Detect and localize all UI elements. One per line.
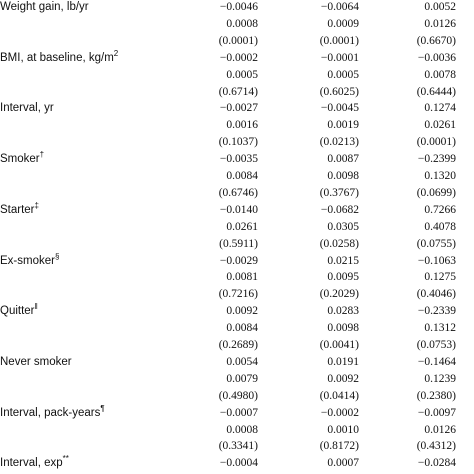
table-cell: 0.0084 (226, 170, 258, 182)
table-cell: (0.3341) (218, 440, 258, 453)
table-cell: (0.3767) (319, 186, 359, 199)
table-row (0, 117, 474, 133)
table-cell: 0.0305 (327, 220, 359, 233)
table-cell: −0.0097 (417, 406, 456, 419)
footnote-marker: 2 (113, 48, 119, 58)
table-cell: (0.4980) (218, 389, 258, 402)
table-cell: (0.4312) (416, 440, 456, 453)
table-row (0, 202, 474, 218)
table-row (0, 422, 474, 438)
table-cell: −0.2339 (417, 305, 456, 318)
table-cell: 0.0005 (327, 68, 359, 81)
table-cell: 0.0007 (327, 457, 359, 470)
footnote-marker: § (54, 251, 60, 261)
row-label (0, 202, 39, 218)
table-cell: 0.1312 (424, 322, 456, 335)
table-row (0, 388, 474, 404)
row-label-text: Smoker (0, 153, 40, 166)
table-row (0, 253, 474, 269)
table-cell: −0.0284 (417, 457, 456, 470)
table-cell: −0.0002 (219, 51, 258, 64)
table-row (0, 286, 474, 302)
footnote-marker: † (39, 150, 45, 160)
table-cell: (0.7216) (218, 288, 258, 301)
table-cell: 0.0019 (327, 119, 359, 132)
table-cell: −0.0036 (417, 51, 456, 64)
table-cell: 0.0054 (226, 355, 258, 368)
table-row (0, 151, 474, 167)
table-cell: 0.0261 (424, 119, 456, 132)
table-row (0, 50, 474, 66)
table-cell: (0.0755) (416, 237, 456, 250)
table-cell: (0.6714) (218, 85, 258, 98)
footnote-marker: ‡ (34, 200, 39, 210)
row-label-text: Ex-smoker (0, 254, 55, 267)
table-cell: (0.6444) (416, 85, 456, 98)
table-row (0, 405, 474, 421)
row-label (0, 455, 69, 471)
row-label (0, 253, 59, 269)
table-cell: −0.0682 (320, 203, 359, 216)
table-cell: (0.2689) (218, 339, 258, 351)
table-cell: −0.0027 (219, 102, 258, 115)
table-cell: 0.4078 (424, 220, 456, 233)
table-row (0, 219, 474, 235)
table-row (0, 84, 474, 100)
table-row (0, 337, 474, 353)
table-cell: (0.1037) (218, 136, 258, 149)
table-cell: 0.0261 (226, 220, 258, 233)
table-cell: 0.0008 (226, 423, 258, 436)
table-cell: 0.0009 (327, 17, 359, 30)
table-row (0, 354, 474, 370)
table-row (0, 67, 474, 83)
table-cell: −0.0140 (219, 203, 258, 216)
table-cell: 0.0010 (327, 423, 359, 436)
table-cell: (0.6670) (416, 34, 456, 47)
table-cell: 0.7266 (424, 203, 456, 216)
table-cell: 0.0098 (327, 322, 359, 335)
table-cell: (0.4046) (416, 288, 456, 301)
table-cell: 0.1274 (424, 102, 456, 115)
table-row (0, 185, 474, 201)
table-cell: (0.0258) (319, 237, 359, 250)
table-cell: 0.0126 (424, 17, 456, 30)
table-cell: 0.0092 (226, 305, 258, 318)
row-label (0, 151, 44, 167)
row-label (0, 0, 89, 15)
row-label-text: Starter (0, 203, 35, 216)
table-cell: −0.2399 (417, 153, 456, 166)
table-cell: (0.0699) (416, 186, 456, 199)
table-cell: 0.0008 (226, 17, 258, 30)
table-cell: −0.1464 (417, 355, 456, 368)
table-cell: 0.0283 (327, 305, 359, 318)
row-label-text: Weight gain, lb/yr (0, 1, 89, 13)
table-cell: 0.0081 (226, 271, 258, 284)
row-label-text: Interval, yr (0, 102, 54, 115)
table-cell: −0.0007 (219, 406, 258, 419)
table-cell: (0.8172) (319, 440, 359, 453)
row-label-text: Quitter (0, 305, 35, 318)
table-cell: 0.0078 (424, 68, 456, 81)
table-cell: 0.1275 (424, 271, 456, 284)
row-label (0, 405, 105, 421)
footnote-marker: ** (62, 454, 69, 464)
table-cell: 0.0084 (226, 322, 258, 335)
table-cell: −0.0035 (219, 153, 258, 166)
table-cell: −0.0064 (320, 1, 359, 13)
table-cell: 0.0016 (226, 119, 258, 132)
table-row (0, 16, 474, 32)
table-row (0, 33, 474, 49)
table-cell: −0.0045 (320, 102, 359, 115)
table-cell: −0.0046 (219, 1, 258, 13)
table-row (0, 303, 474, 319)
table-row (0, 371, 474, 387)
row-label-text: Never smoker (0, 355, 72, 368)
table-cell: 0.0126 (424, 423, 456, 436)
row-label (0, 354, 72, 370)
table-row (0, 455, 474, 471)
table-cell: (0.0213) (319, 136, 359, 149)
row-label (0, 100, 54, 116)
table-cell: 0.0191 (327, 355, 359, 368)
table-row (0, 168, 474, 184)
table-cell: (0.2380) (416, 389, 456, 402)
table-cell: 0.0092 (327, 372, 359, 385)
row-label (0, 303, 38, 319)
table-row (0, 438, 474, 454)
row-label (0, 50, 118, 66)
table-cell: 0.0095 (327, 271, 359, 284)
table-cell: 0.0215 (327, 254, 359, 267)
table-cell: −0.1063 (417, 254, 456, 267)
table-cell: (0.0001) (319, 34, 359, 47)
table-row (0, 236, 474, 252)
table-cell: 0.0079 (226, 372, 258, 385)
table-cell: 0.1320 (424, 170, 456, 182)
table-cell: (0.0001) (416, 136, 456, 149)
table-row (0, 269, 474, 285)
table-cell: (0.6025) (319, 85, 359, 98)
table-cell: (0.0753) (416, 339, 456, 351)
row-label-text: Interval, pack-years (0, 406, 101, 419)
table-row (0, 134, 474, 150)
table-cell: (0.6746) (218, 186, 258, 199)
footnote-marker: ¶ (100, 403, 105, 413)
table-cell: −0.0029 (219, 254, 258, 267)
row-label-text: BMI, at baseline, kg/m (0, 51, 114, 64)
table-row (0, 320, 474, 336)
table-cell: −0.0004 (219, 457, 258, 470)
table-cell: 0.0098 (327, 170, 359, 182)
table-row (0, 0, 474, 15)
table-cell: 0.1239 (424, 372, 456, 385)
table-cell: −0.0002 (320, 406, 359, 419)
table-cell: (0.0414) (319, 389, 359, 402)
table-row (0, 100, 474, 116)
table-cell: (0.0001) (218, 34, 258, 47)
table-cell: (0.0041) (319, 339, 359, 351)
table-cell: 0.0052 (424, 1, 456, 13)
table-cell: 0.0005 (226, 68, 258, 81)
table-cell: (0.5911) (219, 237, 258, 250)
table-cell: (0.2029) (319, 288, 359, 301)
table-cell: −0.0001 (320, 51, 359, 64)
footnote-marker: ‖ (34, 302, 38, 312)
table-cell: 0.0087 (327, 153, 359, 166)
row-label-text: Interval, exp (0, 457, 63, 470)
